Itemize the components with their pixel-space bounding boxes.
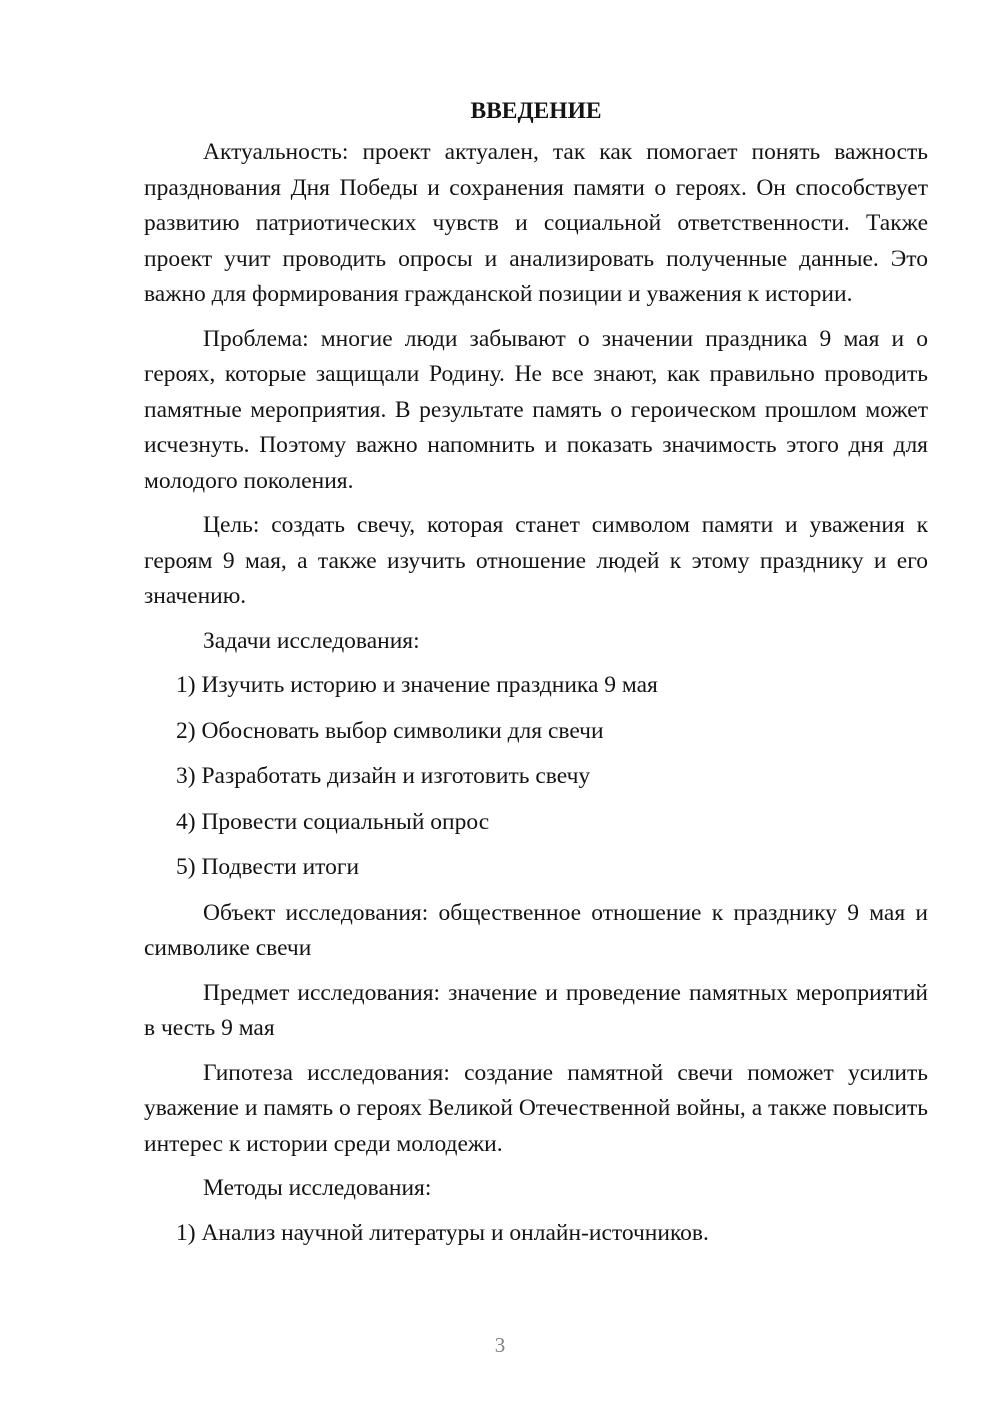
goal-paragraph: Цель: создать свечу, которая станет символом памяти и уважения к героям 9 мая, а также изучить отношение людей к этому празднику и его значению. — [144, 512, 928, 609]
task-item-3: 3) Разработать дизайн и изготовить свечу — [176, 763, 591, 789]
section-title: ВВЕДЕНИЕ — [470, 98, 602, 124]
methods-list — [144, 1216, 928, 1252]
task-item-4: 4) Провести социальный опрос — [176, 808, 490, 835]
methods-heading: Методы исследования: — [203, 1175, 432, 1201]
task-item-2: 2) Обосновать выбор символики для свечи — [176, 717, 604, 744]
problem-paragraph: Проблема: многие люди забывают о значении праздника 9 мая и о героях, которые защищали Родину. Не все знают, как правильно проводить памятные мероприятия. В результате память о героическом прошлом может исчезнуть. Поэтому важно напомнить и показать значимость этого дня для молодого поколения. — [144, 325, 928, 494]
tasks-heading: Задачи исследования: — [203, 627, 420, 654]
tasks-list — [144, 668, 928, 886]
page-number: 3 — [494, 1333, 506, 1357]
task-item-1: 1) Изучить историю и значение праздника 9 мая — [176, 672, 658, 698]
task-item-5: 5) Подвести итоги — [176, 854, 360, 880]
method-item-1: 1) Анализ научной литературы и онлайн-источников. — [176, 1219, 709, 1246]
subject-paragraph: Предмет исследования: значение и проведение памятных мероприятий в честь 9 мая — [144, 979, 928, 1041]
page-content — [144, 96, 928, 1261]
hypothesis-paragraph: Гипотеза исследования: создание памятной свечи поможет усилить уважение и память о героях Великой Отечественной войны, а также повысить интерес к истории среди молодежи. — [144, 1059, 928, 1157]
object-paragraph: Объект исследования: общественное отношение к празднику 9 мая и символике свечи — [144, 899, 928, 961]
relevance-paragraph: Актуальность: проект актуален, так как помогает понять важность празднования Дня Победы и сохранения памяти о героях. Он способствует развитию патриотических чувств и социальной ответственности. Также проект учит проводить опросы и анализировать полученные данные. Это важно для формирования гражданской позиции и уважения к истории. — [144, 139, 928, 307]
